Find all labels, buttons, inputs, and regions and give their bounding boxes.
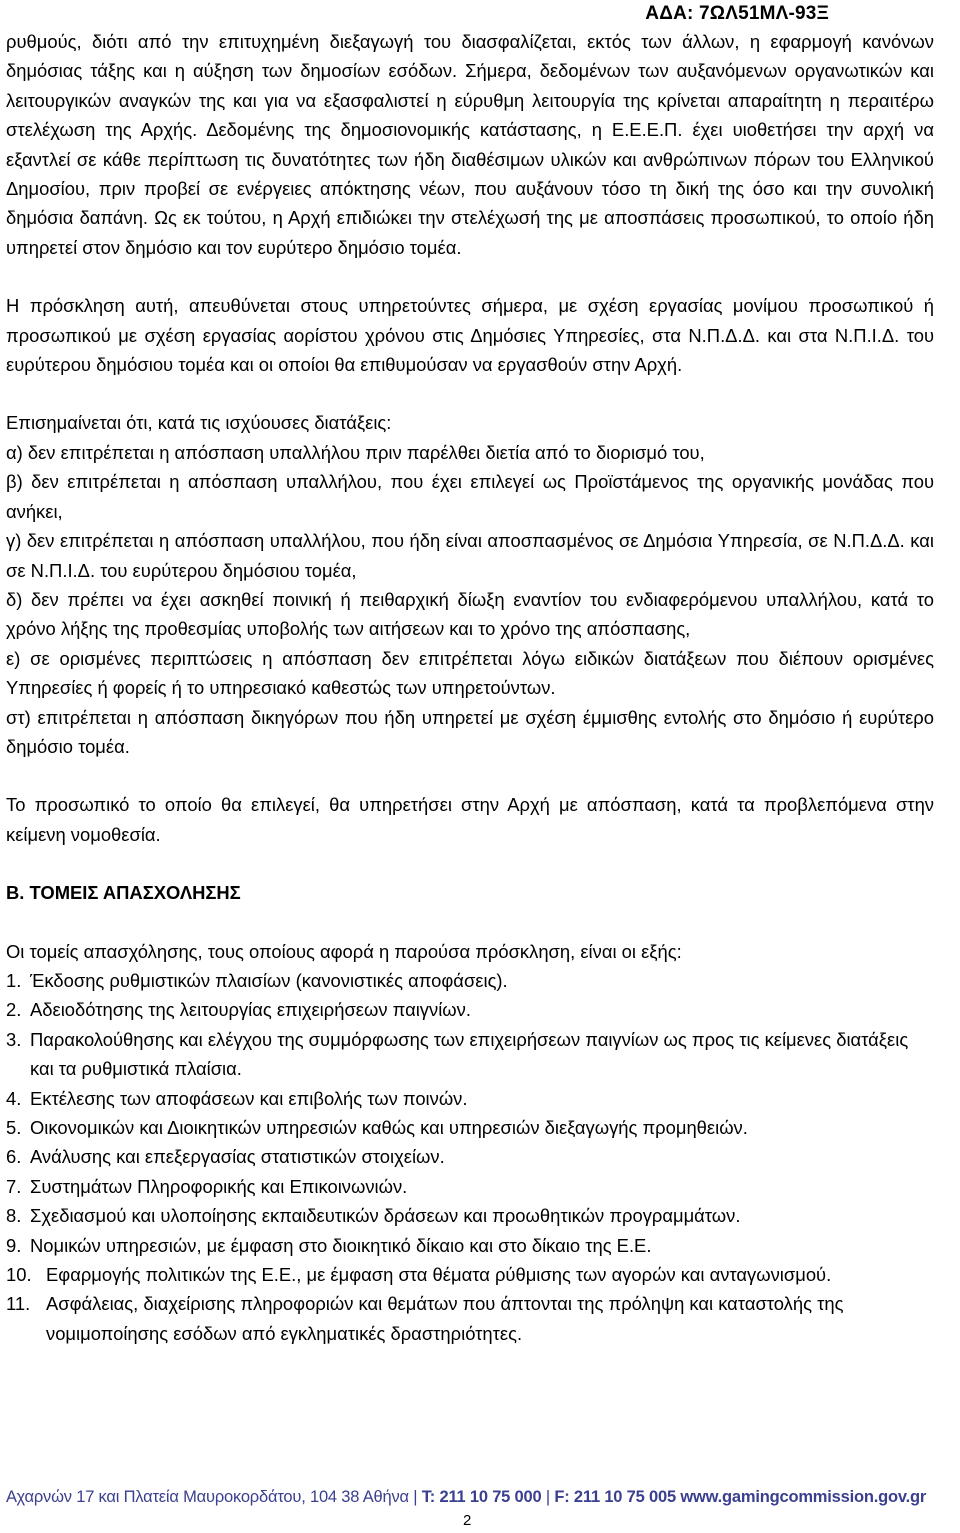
paragraph-secondment: Το προσωπικό το οποίο θα επιλεγεί, θα υπηρετήσει στην Αρχή με απόσπαση, κατά τα προβλεπόμενα στην κείμενη νομοθεσία. <box>6 794 934 845</box>
footer-fax: F: 211 10 75 005 <box>554 1488 676 1506</box>
section-b-heading: Β. ΤΟΜΕΙΣ ΑΠΑΣΧΟΛΗΣΗΣ <box>6 882 241 904</box>
list-item: 6. Ανάλυσης και επεξεργασίας στατιστικών στοιχείων. <box>6 1146 445 1168</box>
provision-b: β) δεν επιτρέπεται η απόσπαση υπαλλήλου, που έχει επιλεγεί ως Προϊστάμενος της οργανικής μονάδας που ανήκει, <box>6 471 934 522</box>
ada-identifier: ΑΔΑ: 7ΩΛ51ΜΛ-93Ξ <box>645 3 829 24</box>
list-item: 5. Οικονομικών και Διοικητικών υπηρεσιών καθώς και υπηρεσιών διεξαγωγής προμηθειών. <box>6 1117 748 1138</box>
list-item: 10. Εφαρμογής πολιτικών της Ε.Ε., με έμφαση στα θέματα ρύθμισης των αγορών και ανταγωνισμού. <box>6 1264 832 1286</box>
page-number: 2 <box>463 1512 472 1529</box>
list-item: 2. Αδειοδότησης της λειτουργίας επιχειρήσεων παιγνίων. <box>6 999 471 1021</box>
footer-telephone: T: 211 10 75 000 <box>421 1488 542 1506</box>
paragraph-staffing: ρυθμούς, διότι από την επιτυχημένη διεξαγωγή του διασφαλίζεται, εκτός των άλλων, η εφαρμογή κανόνων δημόσιας τάξης και η αύξηση των δημοσίων εσόδων. Σήμερα, δεδομένων των αυξανόμενων οργανωτικών και λειτουργικών αναγκών της και για να εξασφαλιστεί η εύρυθμη λειτουργία της κρίνεται απαραίτητη η περαιτέρω στελέχωση της Αρχής. Δεδομένης της δημοσιονομικής κατάστασης, η Ε.Ε.Ε.Π. έχει υιοθετήσει την αρχή να εξαντλεί σε κάθε περίπτωση τις δυνατότητες των ήδη διαθέσιμων υλικών και ανθρώπινων πόρων του Ελληνικού Δημοσίου, πριν προβεί σε ενέργειες απόκτησης νέων, που αυξάνουν τόσο τη δική της όσο και την συνολική δημόσια δαπάνη. Ως εκ τούτου, η Αρχή επιδιώκει την στελέχωσή της με αποσπάσεις προσωπικού, το οποίο ήδη υπηρετεί στον δημόσιο και τον ευρύτερο δημόσιο τομέα. <box>6 31 934 258</box>
footer-separator: | <box>545 1488 550 1506</box>
list-item: 1. Έκδοσης ρυθμιστικών πλαισίων (κανονιστικές αποφάσεις). <box>6 969 508 991</box>
list-item: 3. Παρακολούθησης και ελέγχου της συμμόρφωσης των επιχειρήσεων παιγνίων ως προς τις κείμενες διατάξεις και τα ρυθμιστικά πλαίσια. <box>6 1028 909 1080</box>
footer-address: Αχαρνών 17 και Πλατεία Μαυροκορδάτου, 104 38 Αθήνα <box>6 1488 409 1506</box>
list-item: 4. Εκτέλεσης των αποφάσεων και επιβολής των ποινών. <box>6 1087 468 1109</box>
provision-a: α) δεν επιτρέπεται η απόσπαση υπαλλήλου πριν παρέλθει διετία από το διορισμό του, <box>6 441 705 463</box>
list-item: 8. Σχεδιασμού και υλοποίησης εκπαιδευτικών δράσεων και προωθητικών προγραμμάτων. <box>6 1205 741 1227</box>
footer-contact <box>6 1488 956 1507</box>
document-body <box>6 27 934 1348</box>
provision-f: στ) επιτρέπεται η απόσπαση δικηγόρων που ήδη υπηρετεί με σχέση έμμισθης εντολής στο δημόσιο ή ευρύτερο δημόσιο τομέα. <box>6 706 934 757</box>
list-item: 9. Νομικών υπηρεσιών, με έμφαση στο διοικητικό δίκαιο και στο δίκαιο της Ε.Ε. <box>6 1234 652 1256</box>
provision-c: γ) δεν επιτρέπεται η απόσπαση υπαλλήλου, που ήδη είναι αποσπασμένος σε Δημόσια Υπηρεσία, σε Ν.Π.Δ.Δ. και σε Ν.Π.Ι.Δ. του ευρύτερου δημόσιου τομέα, <box>6 530 934 581</box>
sectors-list <box>6 966 934 1348</box>
provision-d: δ) δεν πρέπει να έχει ασκηθεί ποινική ή πειθαρχική δίωξη εναντίον του ενδιαφερόμενου υπαλλήλου, κατά το χρόνο λήξης της προθεσμίας υποβολής των αιτήσεων και το χρόνο της απόσπασης, <box>6 588 934 640</box>
provision-e: ε) σε ορισμένες περιπτώσεις η απόσπαση δεν επιτρέπεται λόγω ειδικών διατάξεων που διέπουν ορισμένες Υπηρεσίες ή φορείς ή το υπηρεσιακό καθεστώς των υπηρετούντων. <box>6 647 934 699</box>
list-item: 7. Συστημάτων Πληροφορικής και Επικοινωνιών. <box>6 1175 408 1197</box>
paragraph-invitation: Η πρόσκληση αυτή, απευθύνεται στους υπηρετούντες σήμερα, με σχέση εργασίας μονίμου προσωπικού ή προσωπικού με σχέση εργασίας αορίστου χρόνου στις Δημόσιες Υπηρεσίες, στα Ν.Π.Δ.Δ. και στα Ν.Π.Ι.Δ. του ευρύτερου δημόσιου τομέα και οι οποίοι θα επιθυμούσαν να εργασθούν στην Αρχή. <box>6 295 934 376</box>
paragraph-provisions-intro: Επισημαίνεται ότι, κατά τις ισχύουσες διατάξεις: <box>6 412 392 434</box>
section-b-intro: Οι τομείς απασχόλησης, τους οποίους αφορά η παρούσα πρόσκληση, είναι οι εξής: <box>6 940 682 962</box>
footer-separator: | <box>413 1488 418 1506</box>
footer-website-link[interactable]: www.gamingcommission.gov.gr <box>680 1488 927 1506</box>
list-item: 11. Ασφάλειας, διαχείρισης πληροφοριών και θεμάτων που άπτονται της πρόληψη και καταστολής της νομιμοποίησης εσόδων από εγκληματικές δραστηριότητες. <box>6 1293 844 1344</box>
